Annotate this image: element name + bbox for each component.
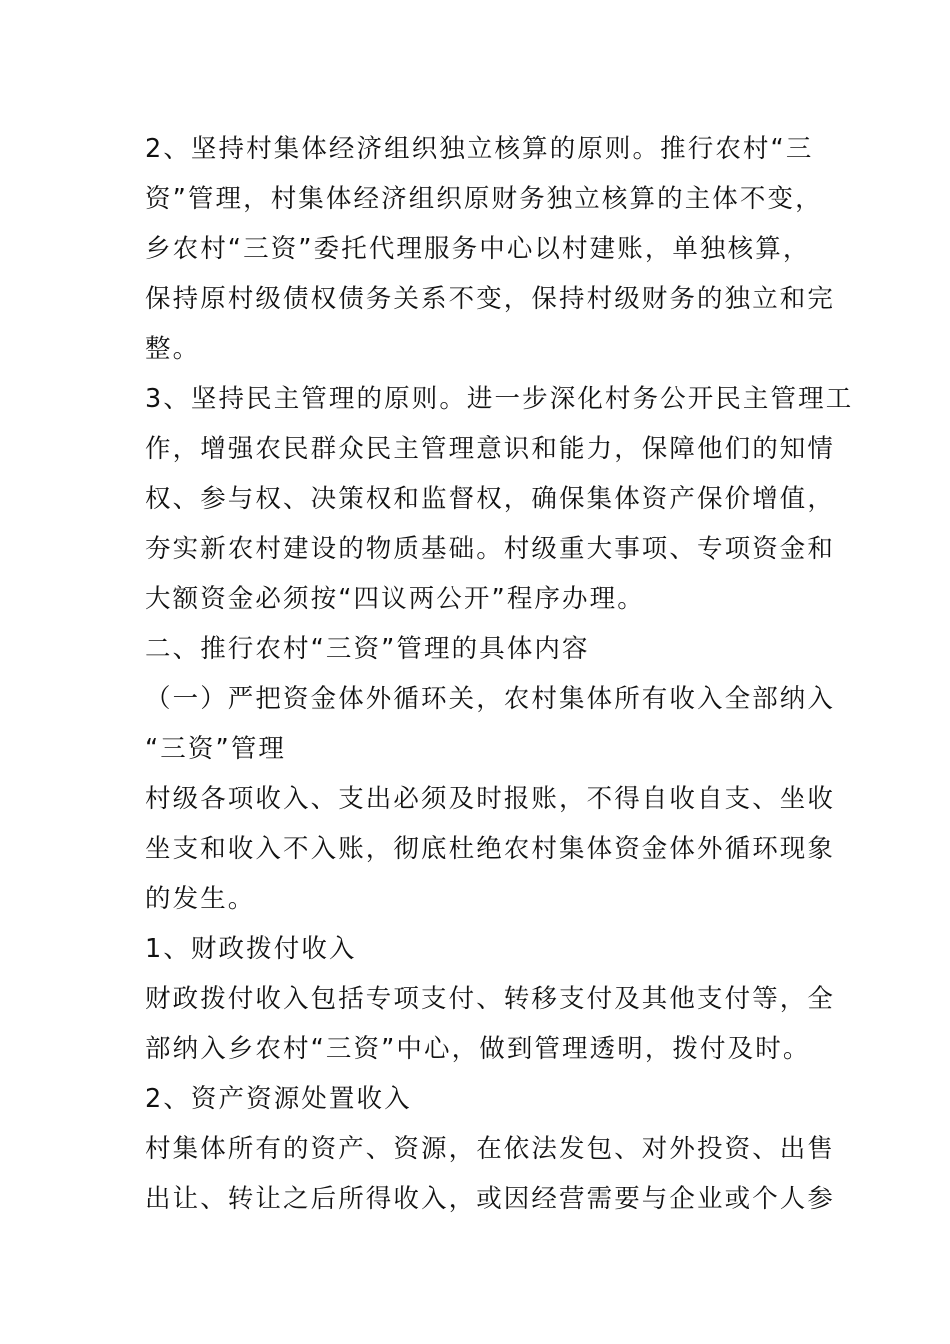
text-line: 大额资金必须按“四议两公开”程序办理。: [145, 584, 645, 614]
text-line: 保持原村级债权债务关系不变，保持村级财务的独立和完: [145, 284, 836, 314]
text-line: 2、坚持村集体经济组织独立核算的原则。推行农村“三: [145, 134, 814, 164]
paragraph-item-2-body: [145, 1124, 836, 1224]
text-line: 1、财政拨付收入: [145, 934, 357, 964]
paragraph-principle-2: [145, 124, 836, 374]
paragraph-principle-3: [145, 374, 854, 624]
paragraph-subsection-body: [145, 774, 836, 924]
text-line: 乡农村“三资”委托代理服务中心以村建账，单独核算，: [145, 234, 811, 264]
text-line: 出让、转让之后所得收入，或因经营需要与企业或个人参: [145, 1184, 836, 1214]
text-line: 整。: [145, 334, 201, 364]
subsection-heading: [145, 674, 836, 774]
text-line: 二、推行农村“三资”管理的具体内容: [145, 634, 590, 664]
item-heading-2: [145, 1074, 805, 1124]
text-line: 作，增强农民群众民主管理意识和能力，保障他们的知情: [145, 434, 836, 464]
text-line: 资”管理，村集体经济组织原财务独立核算的主体不变，: [145, 184, 823, 214]
text-line: 部纳入乡农村“三资”中心，做到管理透明，拨付及时。: [145, 1034, 811, 1064]
paragraph-item-1-body: [145, 974, 836, 1074]
document-page: [145, 124, 854, 1224]
text-line: “三资”管理: [145, 734, 287, 764]
text-line: 村集体所有的资产、资源，在依法发包、对外投资、出售: [145, 1134, 836, 1164]
section-heading: [145, 624, 805, 674]
text-line: 夯实新农村建设的物质基础。村级重大事项、专项资金和: [145, 534, 836, 564]
text-line: （一）严把资金体外循环关，农村集体所有收入全部纳入: [145, 684, 836, 714]
text-line: 的发生。: [145, 884, 256, 914]
item-heading-1: [145, 924, 805, 974]
text-line: 权、参与权、决策权和监督权，确保集体资产保价增值，: [145, 484, 836, 514]
text-line: 村级各项收入、支出必须及时报账，不得自收自支、坐收: [145, 784, 836, 814]
text-line: 3、坚持民主管理的原则。进一步深化村务公开民主管理工: [145, 384, 854, 414]
text-line: 2、资产资源处置收入: [145, 1084, 412, 1114]
text-line: 财政拨付收入包括专项支付、转移支付及其他支付等，全: [145, 984, 836, 1014]
text-line: 坐支和收入不入账，彻底杜绝农村集体资金体外循环现象: [145, 834, 836, 864]
